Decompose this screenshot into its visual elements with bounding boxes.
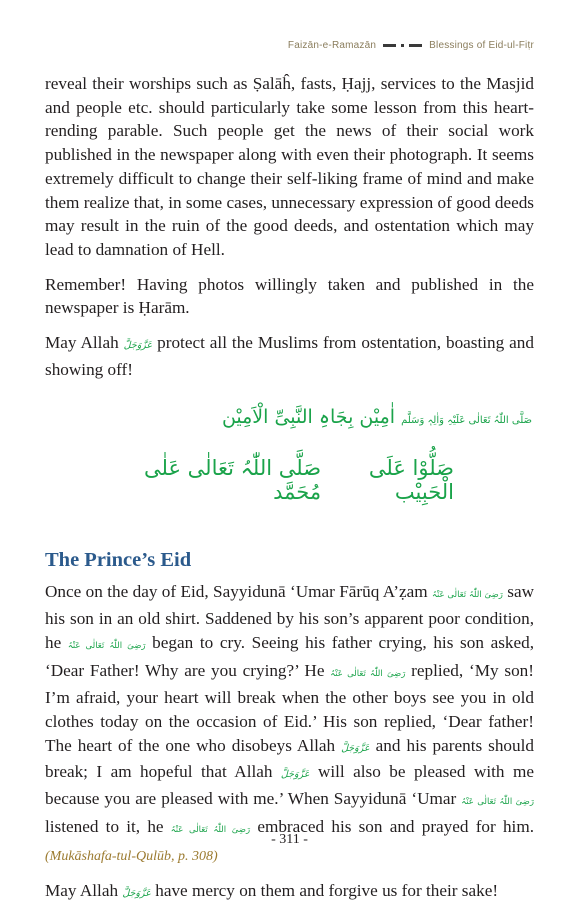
azzawajal-honorific: عَزَّوَجَلَّ (280, 769, 310, 781)
radi-honorific: رَضِیَ اللّٰہُ تَعَالٰی عَنْہُ (67, 640, 146, 651)
sallu-alal-habib: صَلُّوْا عَلَی الْحَبِیْب (368, 456, 454, 505)
paragraph-dua: May Allah عَزَّوَجَلَّ protect all the Muslims from ostentation, boasting and showing off! (45, 333, 534, 379)
ameen-dua (45, 403, 534, 435)
running-header (288, 40, 534, 51)
paragraph-photos: Remember! Having photos willingly taken and published in the newspaper is Ḥarām. (45, 274, 534, 318)
arabic-dua-block (45, 403, 534, 504)
sallallahu-ala-muhammad: صَلَّی اللّٰہُ تَعَالٰی عَلٰی مُحَمَّد (144, 456, 322, 505)
paragraph-ostentation: reveal their worships such as Ṣalāĥ, fasts, Ḥajj, services to the Masjid and people etc. should particularly take some lesson from this heart-rending parable. Such people get the news of their social work published in the newspaper along with even their photograph. It seems extremely difficult to change their self-liking frame of mind and make them realize that, in some cases, unnecessary expression of good deeds may result in the ruin of the good deeds, and ostentation which may lead to damnation of Hell. (45, 74, 534, 259)
azzawajal-honorific: عَزَّوَجَلَّ (341, 742, 370, 754)
azzawajal-honorific: عَزَّوَجَلَّ (122, 888, 151, 900)
page-number: - 311 - (271, 832, 308, 847)
radi-honorific: رَضِیَ اللّٰہُ تَعَالٰی عَنْہُ (432, 589, 503, 600)
radi-honorific: رَضِیَ اللّٰہُ تَعَالٰی عَنْہُ (461, 797, 535, 808)
chapter-title: Blessings of Eid-ul-Fiṭr (429, 40, 534, 51)
header-separator (383, 44, 422, 47)
radi-honorific: رَضِیَ اللّٰہُ تَعَالٰی عَنْہُ (170, 824, 251, 835)
section-heading: The Prince’s Eid (45, 548, 192, 571)
radi-honorific: رَضِیَ اللّٰہُ تَعَالٰی عَنْہُ (330, 668, 406, 679)
paragraph-story: Once on the day of Eid, Sayyidunā ‘Umar Fārūq A’ẓam رَضِیَ اللّٰہُ تَعَالٰی عَنْہُ saw his son in an old shirt. Saddened by his son’s apparent poor condition, he رَضِیَ اللّٰہُ تَعَالٰی عَنْہُ began to cry. Seeing his father crying, his son asked, ‘Dear Father! Why are you crying?’ He رَضِیَ اللّٰہُ تَعَالٰی عَنْہُ replied, ‘My son! I’m afraid, your heart will break when the other boys see you in old clothes today on the occasion of Eid.’ His son replied, ‘Dear father! The heart of the one who disobeys Allah عَزَّوَجَلَّ and his parents should break; I am hopeful that Allah عَزَّوَجَلَّ will also be pleased with me because you are pleased with me.’ When Sayyidunā ‘Umar رَضِیَ اللّٰہُ تَعَالٰی عَنْہُ listened to it, he رَضِیَ اللّٰہُ تَعَالٰی عَنْہُ embraced his son and prayed for him. (Mukāshafa-tul-Qulūb, p. 308) (45, 581, 535, 864)
salawat-small: صَلَّی اللّٰہُ تَعَالٰی عَلَیْہِ وَاٰلِہٖ وَسَلَّم (401, 415, 532, 427)
paragraph-closing: May Allah عَزَّوَجَلَّ have mercy on them and forgive us for their sake! (45, 881, 499, 901)
ameen-text: اٰمِیْن بِجَاہِ النَّبِیِّ الْاَمِیْن (221, 406, 396, 429)
page-body (45, 72, 534, 917)
azzawajal-honorific: عَزَّوَجَلَّ (123, 340, 153, 352)
salawat-line (45, 457, 534, 504)
book-title: Faizān-e-Ramazān (287, 40, 377, 51)
reference-citation: (Mukāshafa-tul-Qulūb, p. 308) (45, 848, 218, 864)
